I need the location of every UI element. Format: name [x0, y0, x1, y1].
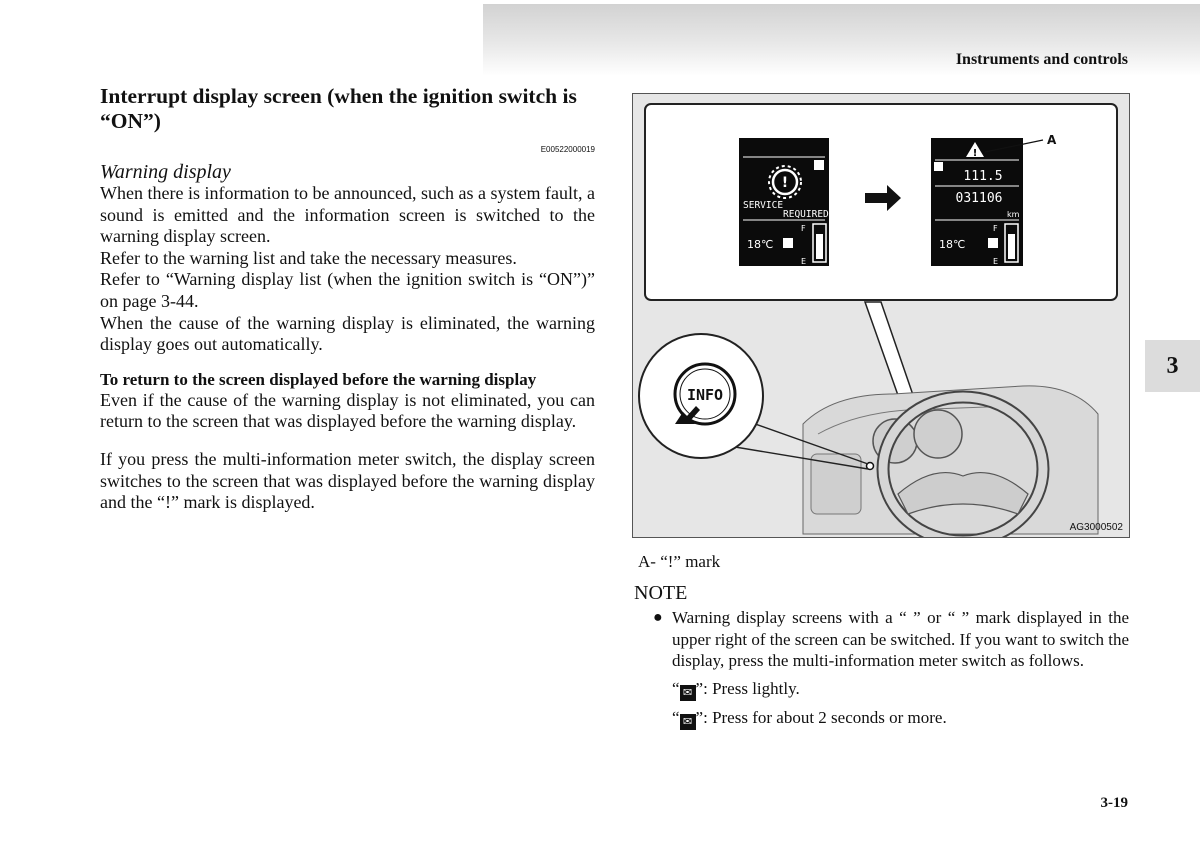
spacer: [100, 433, 595, 449]
odometer-reading: 031106: [955, 191, 1003, 206]
figure-caption: A- “!” mark: [638, 552, 721, 571]
bold-subheading: To return to the screen displayed before the warning display: [100, 369, 537, 389]
section-title: Instruments and controls: [955, 51, 1128, 68]
paragraph: Refer to “Warning display list (when the ignition switch is “ON”)” on page 3-44.: [100, 269, 595, 311]
note-block: [653, 607, 1129, 730]
fuel-pump-icon: [988, 238, 998, 248]
fuel-pump-icon: [783, 238, 793, 248]
paragraph: Even if the cause of the warning display is not eliminated, you can return to the screen that was displayed before the warning display.: [100, 389, 595, 432]
note-press-long: “ ✉ ”: Press for about 2 seconds or more.: [672, 707, 947, 728]
warning-mark: !: [972, 148, 978, 159]
figure-id: AG3000502: [1069, 522, 1123, 533]
exclamation-mark: !: [781, 175, 789, 191]
label-a: A: [1047, 133, 1057, 147]
switch-mark-icon: [934, 162, 943, 171]
press-long-icon: ✉: [680, 714, 696, 730]
required-text: REQUIRED: [783, 209, 829, 220]
fuel-full-label: F: [993, 224, 998, 233]
chapter-tab: 3: [1145, 340, 1200, 392]
gauge-right: [914, 410, 962, 458]
left-column: [100, 84, 595, 514]
service-text: SERVICE: [743, 200, 784, 211]
page-number: 3-19: [1100, 795, 1128, 811]
dashboard-figure: [632, 93, 1130, 538]
paragraph: Refer to the warning list and take the necessary measures.: [100, 247, 517, 268]
bullet-icon: ●: [653, 609, 663, 626]
subheading-warning-display: Warning display: [100, 161, 231, 183]
document-code: E00522000019: [540, 145, 595, 154]
fuel-level-bar: [816, 234, 823, 259]
outside-temp: 18℃: [939, 238, 966, 251]
switch-mark-icon: [814, 160, 824, 170]
dashboard-illustration: [633, 94, 1129, 537]
paragraph: When the cause of the warning display is eliminated, the warning display goes out automatically.: [100, 312, 595, 355]
fuel-empty-label: E: [993, 257, 999, 266]
note-paragraph: Warning display screens with a “ ” or “ ” mark displayed in the upper right of the screen can be switched. If you want to switch the display, press the multi-information meter switch as follows.: [672, 608, 1129, 670]
fuel-full-label: F: [801, 224, 806, 233]
outside-temp: 18℃: [747, 238, 774, 251]
press-lightly-text: : Press lightly.: [703, 678, 800, 698]
distance-unit: km: [1007, 210, 1020, 219]
trip-reading: 111.5: [963, 169, 1003, 184]
info-button-label: INFO: [686, 386, 724, 404]
note-title: NOTE: [634, 582, 688, 604]
fuel-empty-label: E: [801, 257, 807, 266]
paragraph: If you press the multi-information meter switch, the display screen switches to the screen that was displayed before the warning display and the “!” mark is displayed.: [100, 448, 595, 513]
page-heading: Interrupt display screen (when the ignition switch is “ON”): [100, 84, 577, 133]
paragraph: When there is information to be announced, such as a system fault, a sound is emitted and the information screen is switched to the warning display screen.: [100, 183, 595, 247]
press-lightly-icon: ✉: [680, 685, 696, 701]
fuel-level-bar: [1008, 234, 1015, 259]
press-long-text: : Press for about 2 seconds or more.: [703, 707, 947, 727]
note-press-lightly: “ ✉ ”: Press lightly.: [672, 678, 800, 699]
